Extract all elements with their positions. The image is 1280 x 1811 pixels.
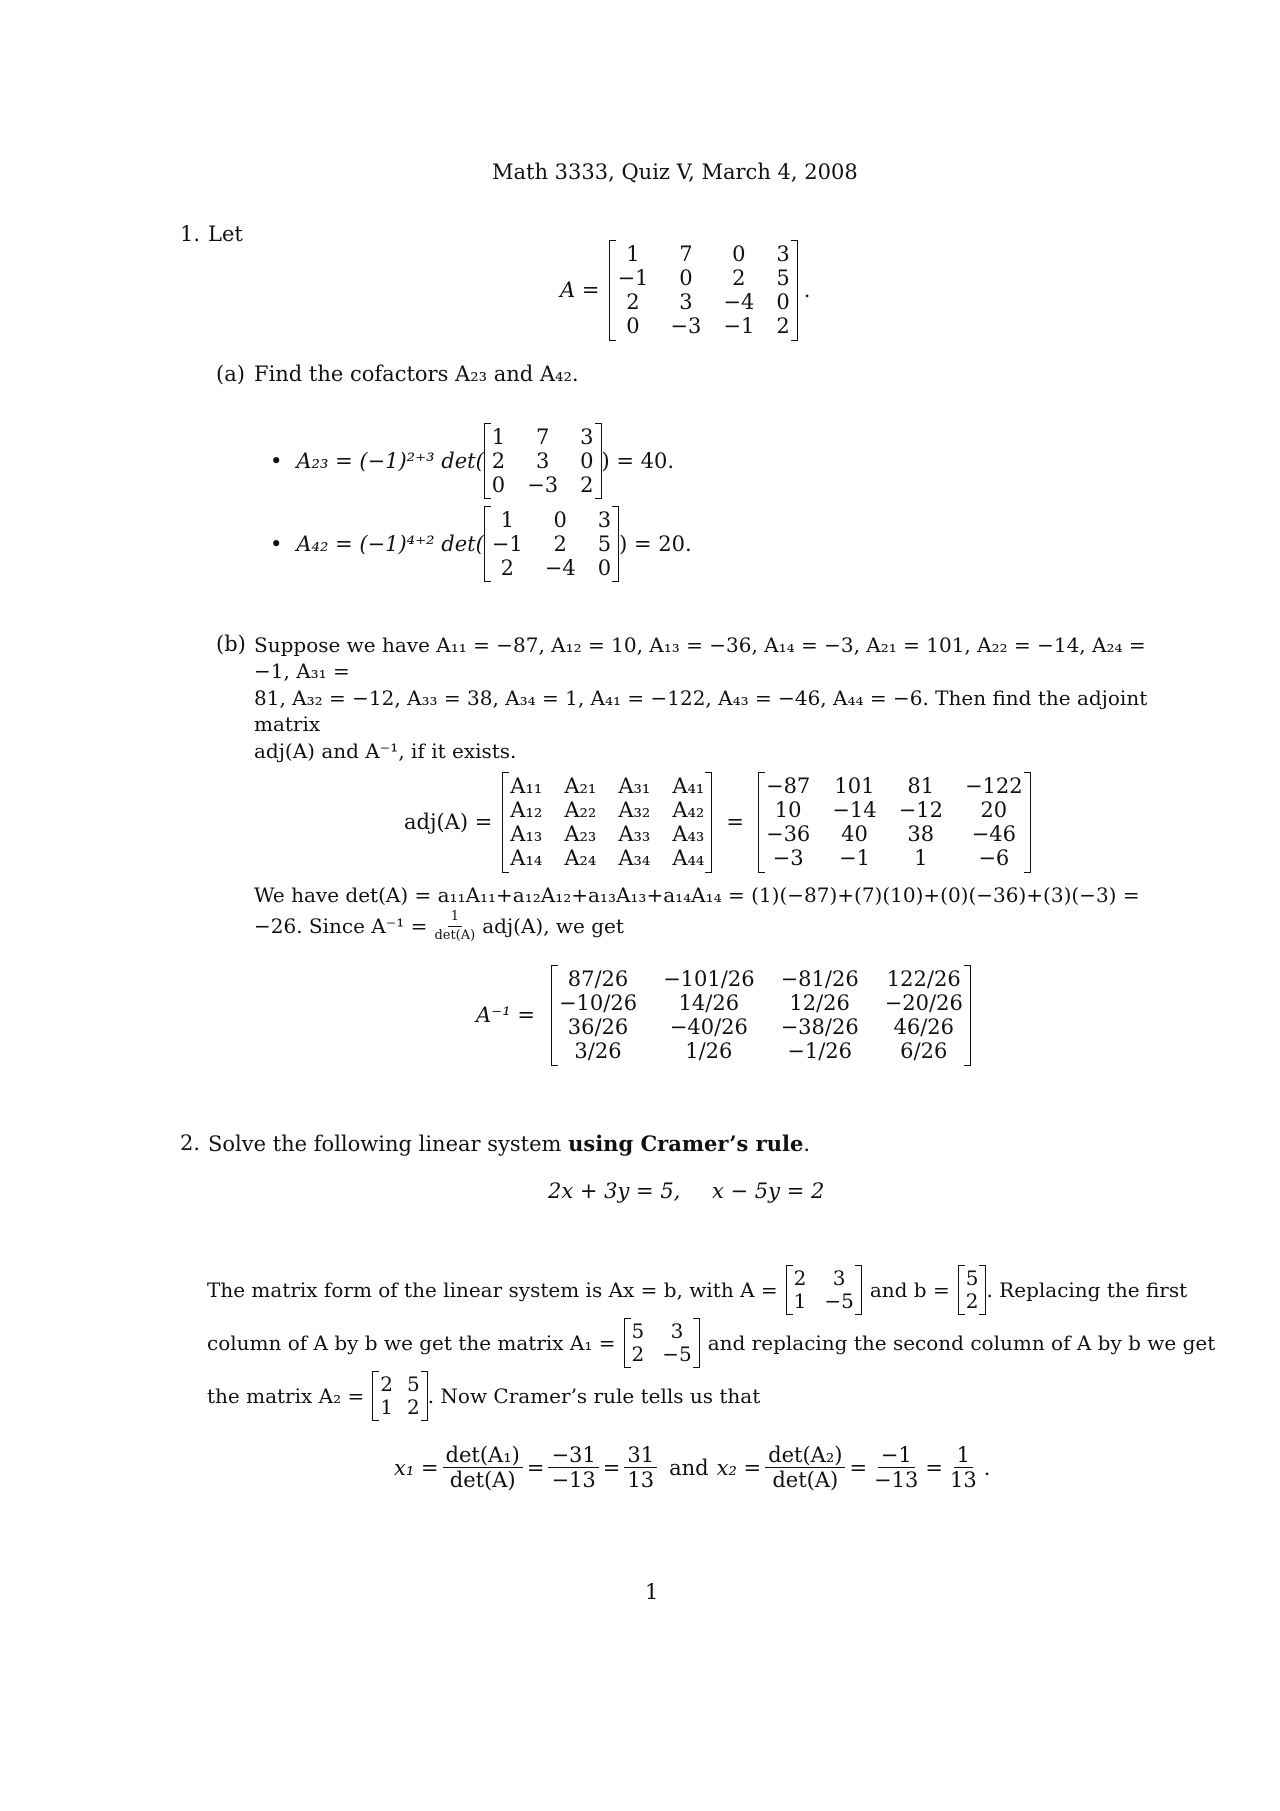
- matrix-cell: 2: [500, 556, 514, 581]
- determinant-line-1: We have det(A) = a₁₁A₁₁+a₁₂A₁₂+a₁₃A₁₃+a₁₄A₁₄ = (1)(−87)+(7)(10)+(0)(−36)+(3)(−3) =: [254, 883, 1140, 907]
- inverse-fraction: [431, 908, 478, 943]
- matrix-cell: 36/26: [567, 1015, 629, 1040]
- matrix-cell: A₄₄: [672, 846, 705, 871]
- matrix-a1: [624, 1318, 700, 1368]
- matrix-cell: 7: [535, 425, 550, 449]
- matrix-cell: −3: [772, 846, 804, 871]
- matrix-cell: 0: [491, 473, 506, 498]
- matrix-cell: −10/26: [558, 991, 638, 1016]
- matrix-cell: 2: [406, 1395, 420, 1419]
- matrix-cell: A₄₁: [672, 774, 705, 798]
- matrix-cell: 0: [597, 556, 612, 581]
- matrix-cell: 6/26: [900, 1039, 948, 1064]
- matrix-cell: −40/26: [669, 1015, 748, 1040]
- x1-frac-3: [624, 1443, 657, 1492]
- solution-line-3a: the matrix A₂ =: [207, 1384, 365, 1408]
- matrix-cell: 2: [553, 532, 567, 557]
- and-word: and: [669, 1455, 709, 1480]
- solution-line-1: [207, 1265, 1187, 1315]
- matrix-cell: −1: [838, 846, 870, 871]
- matrix-cell: −6: [978, 846, 1010, 871]
- matrix-cell: −5: [662, 1342, 692, 1366]
- adjoint-symbolic-matrix: [502, 772, 712, 873]
- matrix-cell: A₄₂: [672, 798, 705, 823]
- matrix-cell: 3: [597, 508, 612, 532]
- problem-1-number: 1.: [180, 222, 201, 246]
- matrix-cell: 7: [679, 242, 693, 266]
- part-b-label: (b): [216, 632, 246, 656]
- matrix-cell: A₄₃: [672, 822, 705, 847]
- matrix-cell: 87/26: [567, 967, 629, 991]
- matrix-cell: 3: [580, 425, 594, 449]
- matrix-cell: −5: [824, 1289, 854, 1313]
- matrix-cell: 2: [732, 266, 746, 291]
- matrix-a: [609, 240, 797, 341]
- x2-frac-1-num: det(A₂): [765, 1443, 845, 1468]
- solution-line-3: [207, 1371, 760, 1421]
- matrix-cell: −101/26: [663, 967, 755, 991]
- matrix-cell: 3: [670, 1319, 684, 1343]
- matrix-cell: 0: [626, 314, 640, 339]
- page-title: Math 3333, Quiz V, March 4, 2008: [492, 160, 858, 184]
- matrix-cell: 0: [679, 266, 693, 291]
- cofactor-a23-left: A₂₃ = (−1)²⁺³ det(: [296, 449, 484, 474]
- cofactor-a42-right: ) = 20.: [619, 532, 692, 557]
- matrix-cell: 0: [776, 290, 790, 315]
- matrix-a-2x2: [786, 1265, 862, 1315]
- matrix-cell: 122/26: [886, 967, 961, 991]
- matrix-cell: A₁₃: [510, 822, 543, 847]
- part-b-text: [254, 632, 1154, 764]
- matrix-cell: −3: [527, 473, 559, 498]
- matrix-cell: 1: [500, 508, 514, 532]
- matrix-cell: 1/26: [685, 1039, 733, 1064]
- matrix-cell: −4: [723, 290, 755, 315]
- matrix-cell: −1: [723, 314, 755, 339]
- matrix-cell: 3: [679, 290, 693, 315]
- matrix-a-end: .: [803, 278, 811, 303]
- determinant-text: [254, 882, 1154, 944]
- matrix-cell: 40: [841, 822, 868, 847]
- period: .: [983, 1455, 991, 1480]
- matrix-cell: 2: [491, 449, 506, 474]
- matrix-cell: A₁₁: [510, 774, 543, 798]
- matrix-cell: 2: [965, 1289, 979, 1313]
- problem-2-prompt-text: Solve the following linear system: [208, 1132, 569, 1156]
- matrix-cell: A₂₃: [564, 822, 597, 847]
- matrix-a2: [372, 1371, 427, 1421]
- problem-1-intro: Let: [208, 222, 243, 246]
- matrix-cell: 38: [907, 822, 935, 847]
- matrix-cell: 2: [631, 1342, 645, 1366]
- matrix-cell: 0: [732, 242, 746, 266]
- x1-frac-2-den: −13: [551, 1468, 596, 1492]
- matrix-cell: 5: [965, 1266, 979, 1290]
- x1-label: x₁ =: [394, 1455, 439, 1480]
- x2-frac-2-den: −13: [874, 1468, 919, 1492]
- x2-frac-2: [871, 1443, 921, 1492]
- matrix-cell: 2: [793, 1266, 807, 1290]
- vector-b: [958, 1265, 987, 1315]
- x2-frac-1: [765, 1443, 845, 1492]
- matrix-cell: 3: [776, 242, 790, 266]
- determinant-line-2a: −26. Since A⁻¹ =: [254, 913, 428, 938]
- inverse-fraction-num: 1: [448, 908, 462, 926]
- equals: =: [602, 1455, 621, 1480]
- matrix-cell: −1: [617, 266, 649, 291]
- matrix-cell: A₃₄: [618, 846, 651, 871]
- matrix-cell: 0: [580, 449, 594, 474]
- matrix-cell: 1: [626, 242, 640, 266]
- matrix-cell: A₃₁: [618, 774, 651, 798]
- equation-1: 2x + 3y = 5,: [548, 1179, 681, 1203]
- matrix-cell: −46: [971, 822, 1016, 847]
- matrix-cell: −81/26: [780, 967, 859, 991]
- bullet-icon: •: [270, 532, 283, 557]
- solution-line-2b: and replacing the second column of A by b we get: [707, 1331, 1216, 1355]
- x1-frac-2: [548, 1443, 598, 1492]
- matrix-cell: 0: [553, 508, 567, 532]
- matrix-cell: A₂₁: [564, 774, 597, 798]
- matrix-cell: 1: [380, 1395, 393, 1419]
- matrix-cell: 2: [626, 290, 640, 315]
- matrix-cell: 1: [914, 846, 928, 871]
- matrix-cell: −36: [765, 822, 811, 847]
- x1-frac-1: [443, 1443, 523, 1492]
- inverse-label: A⁻¹ =: [476, 1003, 535, 1028]
- matrix-cell: 5: [631, 1319, 645, 1343]
- x2-frac-3-den: 13: [949, 1468, 977, 1492]
- x1-frac-3-den: 13: [627, 1468, 655, 1492]
- matrix-cell: 3: [832, 1266, 846, 1290]
- problem-2-prompt-end: .: [803, 1132, 811, 1156]
- part-a-label: (a): [216, 362, 245, 386]
- matrix-cell: A₃₃: [618, 822, 651, 847]
- cofactor-a42-left: A₄₂ = (−1)⁴⁺² det(: [296, 532, 484, 557]
- part-a-text: Find the cofactors A₂₃ and A₄₂.: [254, 362, 579, 386]
- x2-frac-3-num: 1: [954, 1443, 973, 1468]
- problem-2-prompt: [208, 1131, 810, 1156]
- matrix-cell: −122: [964, 774, 1023, 798]
- matrix-cell: 2: [776, 314, 790, 339]
- adjoint-equation: [404, 772, 1031, 873]
- adjoint-value-matrix: [758, 772, 1031, 873]
- solution-line-2: [207, 1318, 1215, 1368]
- inverse-matrix: [551, 965, 971, 1066]
- bullet-icon: •: [270, 449, 283, 474]
- matrix-cell: −12: [898, 798, 943, 823]
- matrix-cell: 2: [580, 473, 594, 498]
- problem-2-number: 2.: [180, 1131, 201, 1155]
- equals: =: [849, 1455, 868, 1480]
- equals: =: [925, 1455, 943, 1480]
- inverse-fraction-den: det(A): [434, 927, 476, 943]
- matrix-cell: 10: [774, 798, 802, 823]
- solution-line-1a: The matrix form of the linear system is Ax = b, with A =: [207, 1278, 778, 1302]
- cofactor-a23-matrix: [484, 423, 602, 499]
- equals: =: [526, 1455, 545, 1480]
- matrix-cell: −87: [765, 774, 811, 798]
- problem-2-prompt-bold: using Cramer’s rule: [568, 1131, 804, 1156]
- cofactor-a23: [270, 423, 674, 499]
- cramer-result: [394, 1443, 990, 1492]
- inverse-equation: [476, 965, 971, 1066]
- matrix-a-definition: [560, 240, 810, 341]
- adjoint-label: adj(A) =: [404, 810, 493, 835]
- matrix-cell: −4: [544, 556, 576, 581]
- x2-frac-3: [947, 1443, 980, 1492]
- matrix-cell: 1: [491, 425, 506, 449]
- matrix-cell: 46/26: [893, 1015, 955, 1040]
- solution-line-1b: and b =: [869, 1278, 950, 1302]
- matrix-cell: 81: [907, 774, 935, 798]
- part-b-line-2: 81, A₃₂ = −12, A₃₃ = 38, A₃₄ = 1, A₄₁ = −122, A₄₃ = −46, A₄₄ = −6. Then find the adjoint matrix: [254, 685, 1148, 737]
- solution-line-2a: column of A by b we get the matrix A₁ =: [207, 1331, 616, 1355]
- matrix-cell: 5: [406, 1372, 420, 1396]
- x2-label: x₂ =: [716, 1455, 762, 1480]
- matrix-cell: 12/26: [789, 991, 850, 1016]
- x1-frac-2-num: −31: [548, 1443, 598, 1468]
- matrix-cell: −1: [491, 532, 523, 557]
- matrix-cell: 20: [980, 798, 1008, 823]
- matrix-a-label: A =: [560, 278, 600, 303]
- solution-line-3b: . Now Cramer’s rule tells us that: [427, 1384, 761, 1408]
- cofactor-a23-right: ) = 40.: [601, 449, 675, 474]
- cofactor-a42: [270, 506, 692, 582]
- matrix-cell: −3: [670, 314, 702, 339]
- determinant-line-2b: adj(A), we get: [482, 913, 624, 938]
- x1-frac-3-num: 31: [624, 1443, 657, 1468]
- matrix-cell: 3/26: [574, 1039, 622, 1064]
- cofactor-a42-matrix: [484, 506, 619, 582]
- determinant-line-2: [254, 908, 1154, 943]
- equation-2: x − 5y = 2: [712, 1179, 825, 1203]
- x2-frac-2-num: −1: [878, 1443, 915, 1468]
- matrix-cell: 3: [535, 449, 550, 474]
- adjoint-equals: =: [726, 810, 744, 835]
- matrix-cell: 5: [776, 266, 790, 291]
- part-b-line-1: Suppose we have A₁₁ = −87, A₁₂ = 10, A₁₃ = −36, A₁₄ = −3, A₂₁ = 101, A₂₂ = −14, A₂₄ = −1, A₃₁ =: [254, 633, 1146, 684]
- matrix-cell: −1/26: [787, 1039, 852, 1064]
- matrix-cell: A₂₂: [564, 798, 597, 823]
- matrix-cell: −20/26: [884, 991, 963, 1016]
- matrix-cell: 1: [793, 1289, 807, 1313]
- page-number: 1: [645, 1580, 659, 1604]
- matrix-cell: −38/26: [780, 1015, 859, 1040]
- matrix-cell: 5: [597, 532, 612, 557]
- matrix-cell: A₃₂: [618, 798, 651, 823]
- x2-frac-1-den: det(A): [772, 1468, 839, 1492]
- x1-frac-1-den: det(A): [449, 1468, 516, 1492]
- matrix-cell: A₂₄: [564, 846, 597, 871]
- matrix-cell: A₁₄: [510, 846, 543, 871]
- solution-line-1c: . Replacing the first: [986, 1278, 1188, 1302]
- matrix-cell: 2: [380, 1372, 393, 1396]
- matrix-cell: A₁₂: [510, 798, 543, 823]
- matrix-cell: −14: [832, 798, 877, 823]
- part-b-line-3: adj(A) and A⁻¹, if it exists.: [254, 738, 517, 763]
- matrix-cell: 101: [834, 774, 875, 798]
- x1-frac-1-num: det(A₁): [443, 1443, 523, 1468]
- matrix-cell: 14/26: [678, 991, 740, 1016]
